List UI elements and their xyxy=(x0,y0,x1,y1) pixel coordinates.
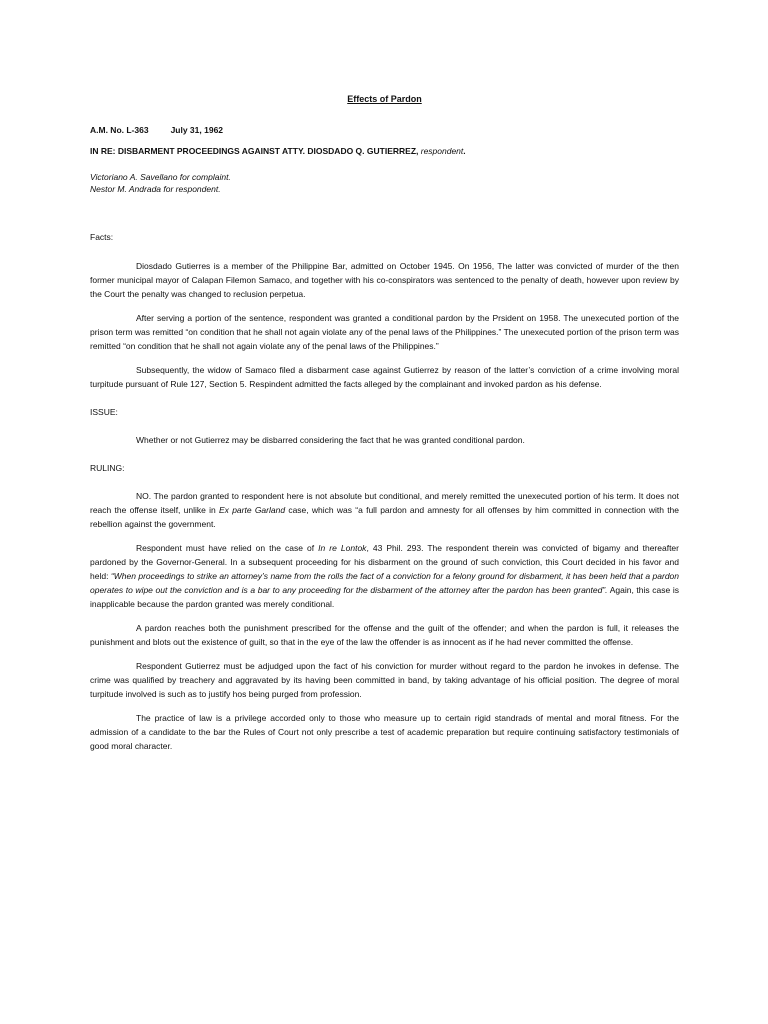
ruling-1-text-b: case, which was “a full pardon and amnesty for all offenses by him committed in connection with the rebellion against the government. xyxy=(90,505,680,529)
caption-end: . xyxy=(463,146,466,156)
ruling-paragraph-1 xyxy=(90,489,679,531)
ruling-paragraph-3: A pardon reaches both the punishment prescribed for the offense and the guilt of the offender; and when the pardon is full, it releases the punishment and blots out the existence of guilt, so that in the eye of the law the offender is as innocent as if he had never committed the offense. xyxy=(90,623,679,647)
issue-heading: ISSUE: xyxy=(90,407,118,417)
ruling-paragraph-2 xyxy=(90,541,679,611)
ruling-2-quote: “When proceedings to strike an attorney’s name from the rolls the fact of a conviction for a felony ground for disbarment, it has been held that a pardon operates to wipe out the conviction and is a bar to any proceeding for the disbarment of the attorney after the pardon has been granted”. xyxy=(90,571,680,595)
document-title: Effects of Pardon xyxy=(347,94,422,104)
issue-paragraph: Whether or not Gutierrez may be disbarred considering the fact that he was granted conditional pardon. xyxy=(136,435,525,445)
counsel-block xyxy=(90,171,679,195)
case-date: July 31, 1962 xyxy=(170,125,224,135)
ruling-paragraph-4: Respondent Gutierrez must be adjudged upon the fact of his conviction for murder without regard to the pardon he invokes in defense. The crime was qualified by treachery and aggravated by its having been committed in band, by taking advantage of his official position. The degree of moral turpitude involved is such as to justify hos being purged from profession. xyxy=(90,661,679,699)
ruling-2-text-b: , 43 Phil. 293. The respondent therein was convicted of bigamy and thereafter pardoned by the Governor-General. In a subsequent proceeding for his disbarment on the ground of such conviction, this Court decided in his favor and held: xyxy=(90,543,679,581)
ruling-1-case-name: Ex parte Garland xyxy=(219,505,286,515)
ruling-2-text-a: Respondent must have relied on the case of xyxy=(136,543,319,553)
facts-paragraph-3: Subsequently, the widow of Samaco filed a disbarment case against Gutierrez by reason of the latter’s conviction of a crime involving moral turpitude pursuant of Rule 127, Section 5. Respindent admitted the facts alleged by the complainant and invoked pardon as his defense. xyxy=(90,365,679,389)
counsel-respondent: Nestor M. Andrada for respondent. xyxy=(90,184,221,194)
facts-paragraph-2: After serving a portion of the sentence, respondent was granted a conditional pardon by the Prsident on 1958. The unexecuted portion of the prison term was remitted “on condition that he shall not again violate any of the penal laws of the Philippines.” The unexecuted portion of the prison term was remitted “on condition that he shall not again violate any of the penal laws of the Philippines.” xyxy=(90,313,679,351)
ruling-2-text-c: Again, this case is inapplicable because the pardon granted was merely conditional. xyxy=(90,585,679,609)
caption-main: IN RE: DISBARMENT PROCEEDINGS AGAINST ATTY. DIOSDADO Q. GUTIERREZ, xyxy=(90,146,421,156)
case-number: A.M. No. L-363 xyxy=(90,125,149,135)
ruling-2-case-name: In re Lontok xyxy=(318,543,367,553)
facts-heading: Facts: xyxy=(90,232,114,242)
ruling-1-text-a: NO. The pardon granted to respondent here is not absolute but conditional, and merely remitted the unexecuted portion of his term. It does not reach the offense itself, unlike in xyxy=(90,491,679,515)
facts-paragraph-1: Diosdado Gutierres is a member of the Philippine Bar, admitted on October 1945. On 1956, The latter was convicted of murder of the then former municipal mayor of Calapan Filemon Samaco, and together with his co-conspirators was sentenced to the penalty of death, however upon review by the Court the penalty was changed to reclusion perpetua. xyxy=(90,261,679,299)
caption-role: respondent xyxy=(420,146,464,156)
case-number-line xyxy=(90,123,679,137)
document-page xyxy=(90,92,679,763)
case-caption xyxy=(90,144,679,158)
counsel-complainant: Victoriano A. Savellano for complaint. xyxy=(90,172,231,182)
ruling-heading: RULING: xyxy=(90,463,125,473)
ruling-paragraph-5: The practice of law is a privilege accorded only to those who measure up to certain rigid standrads of mental and moral fitness. For the admission of a candidate to the bar the Rules of Court not only prescribe a test of academic preparation but require continuing satisfactory testimonials of good moral character. xyxy=(90,713,679,751)
